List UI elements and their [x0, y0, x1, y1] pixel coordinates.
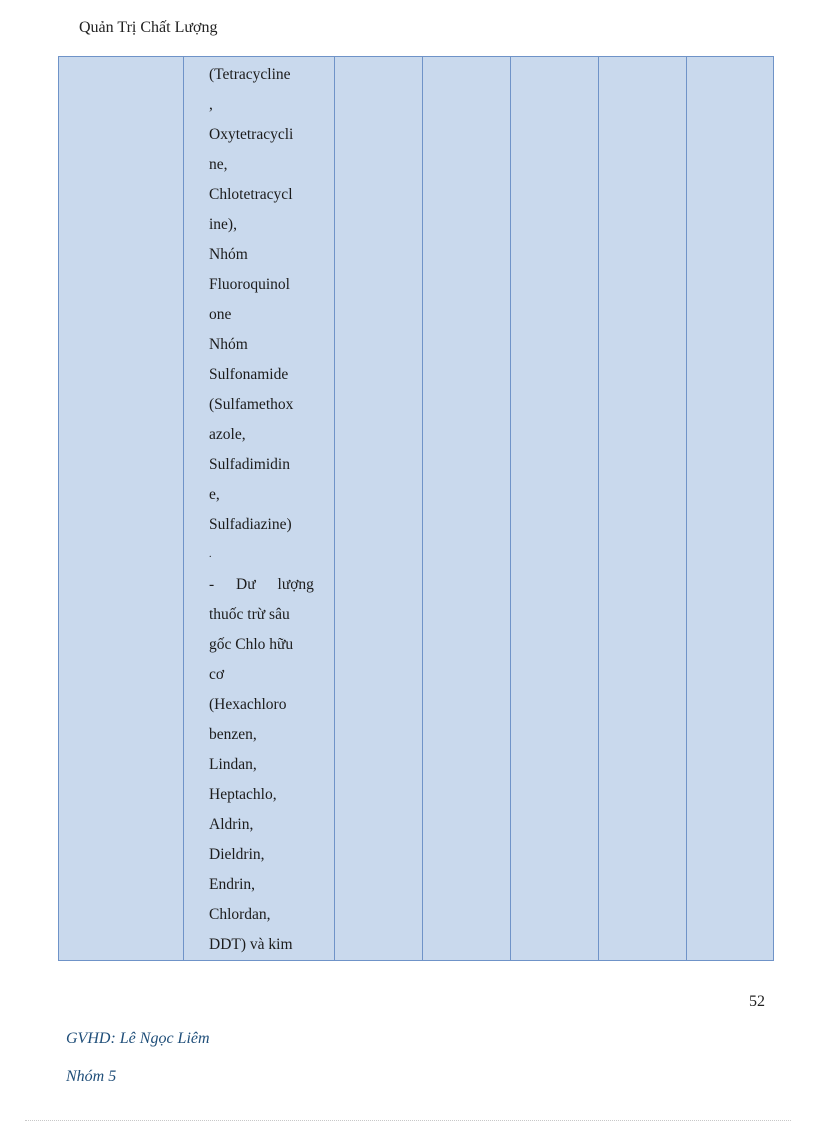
footer-advisor: GVHD: Lê Ngọc Liêm: [66, 1030, 210, 1047]
table-cell-col-5: [511, 57, 599, 961]
cell-line: Nhóm: [209, 246, 248, 263]
cell-line: Sulfadiazine): [209, 516, 292, 533]
content-table: [58, 56, 774, 961]
cell-line: - Dư lượng: [209, 576, 314, 593]
cell-line: Dieldrin,: [209, 846, 265, 863]
cell-line: one: [209, 306, 232, 323]
table-cell-col-2: [184, 57, 335, 961]
cell-line: azole,: [209, 426, 246, 443]
page-number: 52: [749, 993, 765, 1010]
table-cell-col-1: [59, 57, 184, 961]
cell-line: ,: [209, 96, 213, 113]
cell-line: Endrin,: [209, 876, 256, 893]
cell-line: .: [209, 549, 212, 560]
cell-line: thuốc trừ sâu: [209, 606, 290, 623]
table-cell-col-4: [423, 57, 511, 961]
table-cell-col-6: [599, 57, 687, 961]
cell-line: cơ: [209, 666, 225, 683]
cell-line: benzen,: [209, 726, 257, 743]
cell-line: Lindan,: [209, 756, 257, 773]
footer-group: Nhóm 5: [66, 1068, 117, 1085]
table-cell-col-3: [335, 57, 423, 961]
table-cell-col-7: [687, 57, 774, 961]
cell-line: (Sulfamethox: [209, 396, 294, 413]
cell-line: ne,: [209, 156, 228, 173]
cell-text-block: [184, 57, 334, 960]
cell-line: Sulfonamide: [209, 366, 289, 383]
cell-line: (Tetracycline: [209, 66, 291, 83]
cell-line: Nhóm: [209, 336, 248, 353]
cell-line: Heptachlo,: [209, 786, 277, 803]
cell-line: gốc Chlo hữu: [209, 636, 294, 653]
table-row: [59, 57, 774, 961]
cell-line: Fluoroquinol: [209, 276, 290, 293]
cell-line: DDT) và kim: [209, 936, 293, 953]
page-bottom-divider: [25, 1120, 791, 1121]
cell-line: Oxytetracycli: [209, 126, 294, 143]
cell-line: Sulfadimidin: [209, 456, 290, 473]
cell-line: Aldrin,: [209, 816, 254, 833]
cell-line: (Hexachloro: [209, 696, 287, 713]
cell-line: Chlotetracycl: [209, 186, 293, 203]
cell-line: ine),: [209, 216, 237, 233]
page-header-title: Quản Trị Chất Lượng: [79, 19, 218, 36]
cell-line: Chlordan,: [209, 906, 271, 923]
cell-line: e,: [209, 486, 220, 503]
